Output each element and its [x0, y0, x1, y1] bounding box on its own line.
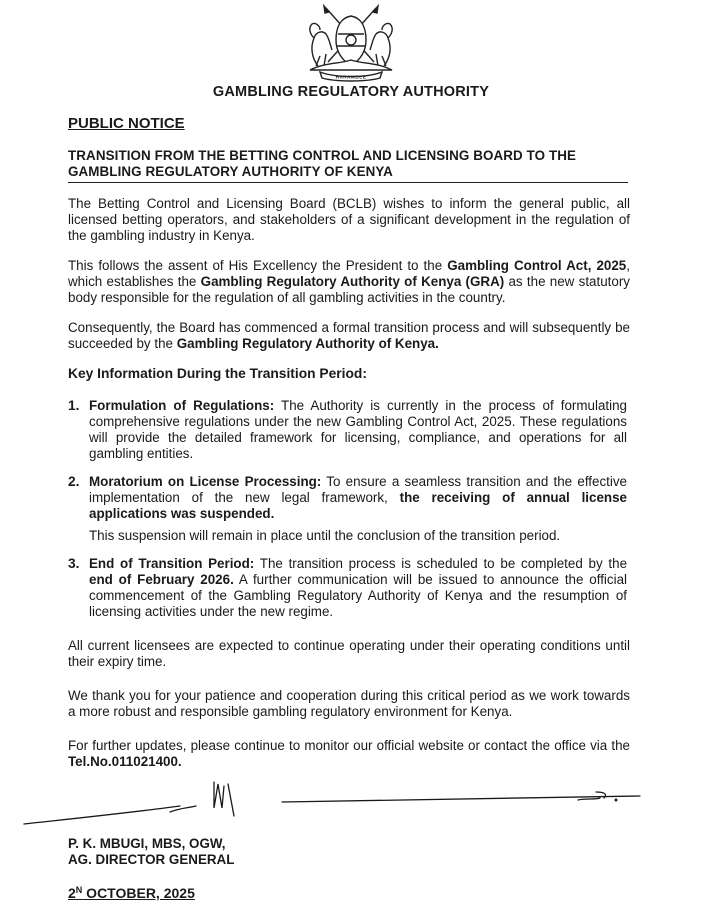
signatory-title: AG. DIRECTOR GENERAL: [68, 852, 235, 867]
item-1-body: [89, 398, 627, 462]
signatory-name: P. K. MBUGI, MBS, OGW,: [68, 836, 226, 851]
crest-motto: HARAMBEE: [335, 74, 367, 80]
item-3-body: [89, 556, 627, 620]
item-2-number: 2.: [68, 474, 80, 489]
key-info-heading: Key Information During the Transition Period:: [68, 366, 367, 381]
date-suffix: N: [75, 885, 83, 895]
item-2-body: [89, 474, 627, 522]
licensees-paragraph: All current licensees are expected to continue operating under their operating conditions until their expiry time.: [68, 638, 630, 669]
handwritten-signature: [20, 778, 680, 838]
notice-date: [68, 882, 195, 901]
item-2-note: This suspension will remain in place until the conclusion of the transition period.: [89, 528, 561, 543]
updates-text: For further updates, please continue to monitor our official website or contact the office via the: [68, 738, 630, 753]
act-paragraph: [68, 258, 630, 306]
item-3-text: The transition process is scheduled to be completed by the: [254, 556, 628, 571]
act-text-2: , which establishes the: [68, 258, 630, 289]
notice-title: PUBLIC NOTICE: [68, 115, 185, 132]
act-name: Gambling Control Act, 2025: [447, 258, 627, 273]
item-2-bold-end: the receiving of annual license applications was suspended.: [89, 490, 627, 521]
notice-heading: TRANSITION FROM THE BETTING CONTROL AND LICENSING BOARD TO THE GAMBLING REGULATORY AUTHORITY OF KENYA: [68, 148, 577, 179]
item-1-text: The Authority is currently in the process of formulating comprehensive regulations under the new Gambling Control Act, 2025. These regulations will provide the detailed framework for licensing, compliance, and operations for all gambling entities.: [89, 398, 627, 461]
item-1-title: Formulation of Regulations:: [89, 398, 275, 413]
intro-paragraph: The Betting Control and Licensing Board (BCLB) wishes to inform the general public, all licensed betting operators, and stakeholders of a significant development in the regulation of the gambling industry in Kenya.: [68, 196, 630, 243]
transition-text: Consequently, the Board has commenced a formal transition process and will subsequently be succeeded by the: [68, 320, 630, 351]
item-3-title: End of Transition Period:: [89, 556, 255, 571]
thanks-paragraph: We thank you for your patience and cooperation during this critical period as we work towards a more robust and responsible gambling regulatory environment for Kenya.: [68, 688, 630, 719]
coat-of-arms-emblem: [296, 4, 406, 82]
item-1-number: 1.: [68, 398, 80, 413]
item-3-number: 3.: [68, 556, 80, 571]
gra-name: Gambling Regulatory Authority of Kenya (GRA): [200, 274, 505, 289]
successor-name: Gambling Regulatory Authority of Kenya.: [176, 336, 439, 351]
item-3-bold-mid: end of February 2026.: [89, 572, 234, 587]
date-rest: OCTOBER, 2025: [82, 885, 195, 901]
heading-underline: [68, 182, 628, 183]
item-2-text: To ensure a seamless transition and the effective implementation of the new legal framework,: [89, 474, 627, 505]
transition-paragraph: [68, 320, 630, 352]
updates-paragraph: [68, 738, 630, 770]
item-2-title: Moratorium on License Processing:: [89, 474, 322, 489]
telephone-number: Tel.No.011021400.: [68, 754, 182, 769]
item-3-text-2: A further communication will be issued to announce the official commencement of the Gambling Regulatory Authority of Kenya and the resumption of licensing activities under the new regime.: [89, 572, 627, 619]
date-day: 2: [68, 885, 76, 901]
act-text-3: as the new statutory body responsible for the regulation of all gambling activities in the country.: [68, 274, 630, 305]
act-text-1: This follows the assent of His Excellency the President to the: [68, 258, 448, 273]
authority-name: GAMBLING REGULATORY AUTHORITY: [212, 84, 490, 100]
